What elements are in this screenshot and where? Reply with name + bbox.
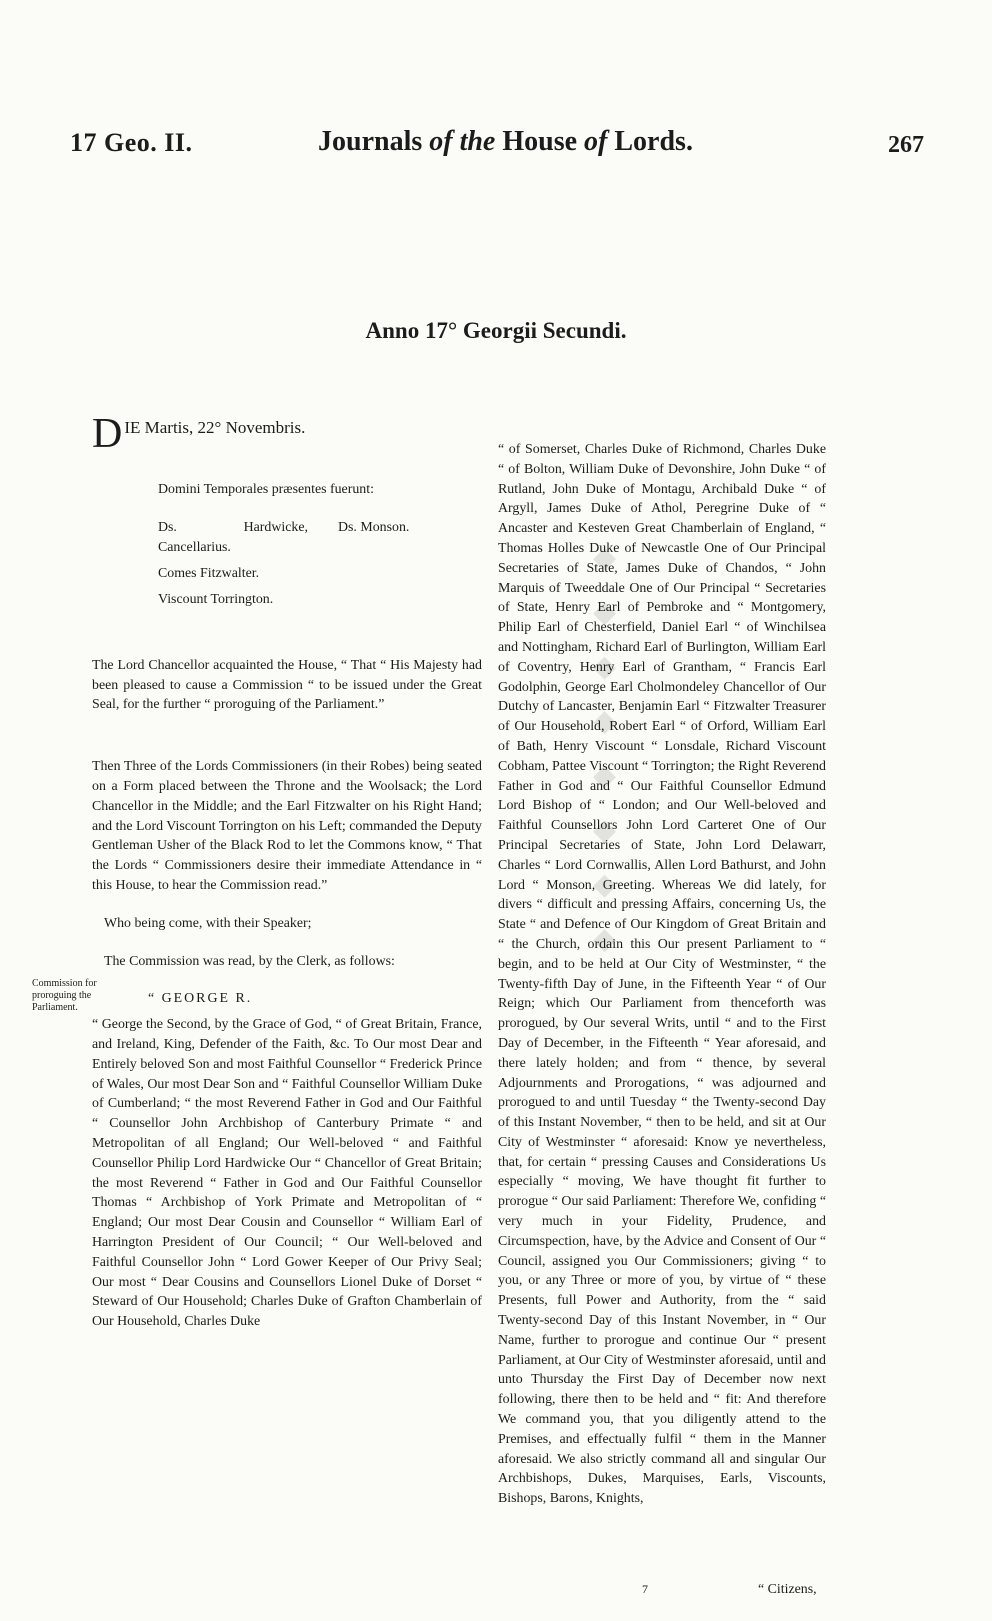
lord-fitzwalter: Comes Fitzwalter. — [158, 565, 260, 581]
paragraph-chancellor: The Lord Chancellor acquainted the House, “ That “ His Majesty had been pleased to cause a Commission “ to be issued under the Great Seal, for the further “ proroguing of the Parliament.” — [92, 657, 482, 713]
title-of: of — [429, 126, 453, 157]
journal-title — [318, 126, 693, 158]
paragraph-speaker: Who being come, with their Speaker; — [104, 915, 312, 931]
title-lords: Lords. — [614, 126, 693, 157]
dateline-text: IE Martis, 22° Novembris. — [124, 418, 306, 437]
regnal-year: 17 Geo. II. — [70, 128, 193, 157]
paragraph-commission-text: “ George the Second, by the Grace of God, “ of Great Britain, France, and Ireland, King, Defender of the Faith, &c. To Our most Dear and Entirely beloved Son and most Faithful Counsellor “ Frederick Prince of Wales, Our most Dear Son and “ Faithful Counsellor William Duke of Cumberland; “ the most Reverend Father in God and Our Faithful “ Counsellor John Archbishop of Canterbury Primate “ and Metropolitan of all England; Our Well-beloved “ and Faithful Counsellor Philip Lord Hardwicke Our “ Chancellor of Great Britain; the most Reverend “ Father in God and Our Faithful Counsellor Thomas “ Archbishop of York Primate and Metropolitan of “ England; Our most Dear Cousin and Counsellor “ William Earl of Harrington President of Our Council; “ Our Well-beloved and Faithful Counsellor John “ Lord Gower Keeper of Our Privy Seal; Our most “ Dear Cousins and Counsellors Lionel Duke of Dorset “ Steward of Our Household; Charles Duke of Grafton Chamberlain of Our Household, Charles Duke — [92, 1017, 482, 1330]
lord-torrington: Viscount Torrington. — [158, 591, 274, 607]
title-the: the — [459, 126, 496, 157]
paragraph-commissioners: Then Three of the Lords Commissioners (in their Robes) being seated on a Form placed between the Throne and the Woolsack; the Lord Chancellor in the Middle; and the Earl Fitzwalter on his Right Hand; and the Lord Viscount Torrington on his Left; commanded the Deputy Gentleman Usher of the Black Rod to let the Commons know, “ That the Lords “ Commissioners desire their immediate Attendance in “ this House, to hear the Commission read.” — [92, 759, 482, 893]
faint-watermark-stamp: ◆ ◆ ◆ ◆ ◆ ◆ ◆ ◆ — [588, 540, 621, 963]
title-journals: Journals — [318, 126, 423, 157]
dateline — [92, 411, 482, 457]
left-column — [92, 411, 482, 1332]
drop-cap: D — [92, 411, 123, 457]
margin-note: Commission for proroguing the Parliament. — [32, 978, 97, 1013]
page-header — [0, 128, 992, 168]
right-column — [498, 440, 826, 1509]
lord-monson: Ds. Monson. — [338, 519, 410, 535]
present-heading: Domini Temporales præsentes fuerunt: — [158, 482, 374, 497]
signature-mark: 7 — [642, 1582, 648, 1596]
lord-hardwicke: Ds. Hardwicke, Cancellarius. — [158, 519, 308, 555]
title-house: House — [502, 126, 578, 157]
paragraph-commission-read: The Commission was read, by the Clerk, as follows: — [104, 953, 395, 969]
catchword: “ Citizens, — [758, 1582, 817, 1597]
anno-heading: Anno 17° Georgii Secundi. — [365, 318, 627, 343]
title-of-2: of — [584, 126, 608, 157]
paragraph-commission-continued: “ of Somerset, Charles Duke of Richmond, Charles Duke “ of Bolton, William Duke of Devonshire, John Duke “ of Rutland, John Duke of Montagu, Archibald Duke “ of Argyll, James Duke of Athol, Peregrine Duke of “ Ancaster and Kesteven Great Chamberlain of England, “ Thomas Holles Duke of Newcastle One of Our Principal Secretaries of State, James Duke of Chandos, “ John Marquis of Tweeddale One of Our Principal “ Secretaries of State, Henry Earl of Pembroke and “ Montgomery, Philip Earl of Chesterfield, Daniel Earl “ of Winchilsea and Nottingham, Richard Earl of Burlington, William Earl of Coventry, Henry Earl of Grantham, “ Francis Earl Godolphin, George Earl Cholmondeley Chancellor of Our Dutchy of Lancaster, Benjamin Earl “ Fitzwalter Treasurer of Our Household, Robert Earl “ of Orford, William Earl of Bath, Henry Viscount “ Lonsdale, Richard Viscount Cobham, Pattee Viscount “ Torrington; the Right Reverend Father in God and “ Our Faithful Counsellor Edmund Lord Bishop of “ London; and Our Well-beloved and Faithful Counsellors John Lord Carteret One of Our Principal Secretaries of State, John Lord Delawarr, Charles “ Lord Cornwallis, Allen Lord Bathurst, and John Lord “ Monson, Greeting. Whereas We did lately, for divers “ difficult and pressing Affairs, concerning Us, the State “ and Defence of Our Kingdom of Great Britain and “ the Church, ordain this Our present Parliament to “ begin, and to be held at Our City of Westminster, “ the Twenty-fifth Day of June, in the Fifteenth Year “ of Our Reign; which Our Parliament from thenceforth was prorogued, by Our several Writs, until “ and to the First Day of December, in the Fifteenth “ Year aforesaid, and there lately holden; and from “ thence, by several Adjournments and Prorogations, “ was adjourned and prorogued to and until Tuesday “ the Twenty-second Day of this Instant November, “ then to be held, and sit at Our City of Westminster “ aforesaid: Know ye nevertheless, that, for certain “ pressing Causes and Considerations Us especially “ moving, We have thought fit further to prorogue “ Our said Parliament: Therefore We, confiding “ very much in your Fidelity, Prudence, and Circumspection, have, by the Advice and Consent of Our “ Council, assigned you Our Commissioners; giving “ to you, or any Three or more of you, by virtue of “ these Presents, full Power and Authority, from the “ said Twenty-second Day of this Instant November, in “ Our Name, further to prorogue and continue Our “ present Parliament, at Our City of Westminster aforesaid, until and unto Thursday the First Day of December now next following, there then to be held and “ fit: And therefore We command you, that you diligently attend to the Premises, and effectually fulfil “ them in the Manner aforesaid. We also strictly command all and singular Our Archbishops, Dukes, Marquises, Earls, Viscounts, Bishops, Barons, Knights, — [498, 442, 826, 1507]
lords-present-list — [92, 518, 482, 622]
page-number: 267 — [888, 132, 924, 158]
royal-signature: “ GEORGE R. — [148, 991, 253, 1007]
